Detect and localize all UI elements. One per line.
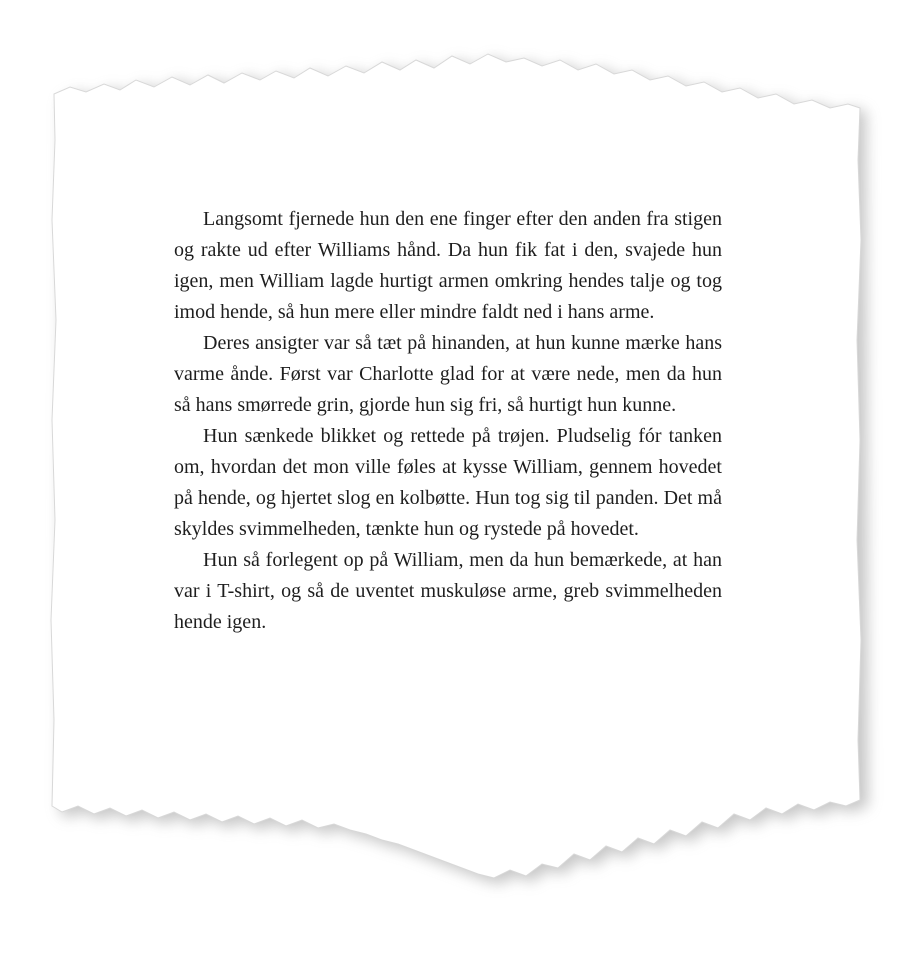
paragraph-1: Langsomt fjernede hun den ene finger efter den anden fra stigen og rakte ud efter Williams hånd. Da hun fik fat i den, svajede hun igen, men William lagde hurtigt armen omkring hendes talje og tog imod hende, så hun mere eller mindre faldt ned i hans arme. (174, 208, 722, 323)
paragraph-2: Deres ansigter var så tæt på hinanden, at hun kunne mærke hans varme ånde. Først var Charlotte glad for at være nede, men da hun så hans smørrede grin, gjorde hun sig fri, så hurtigt hun kunne. (174, 332, 722, 416)
book-text-excerpt (174, 204, 722, 638)
paragraph-4: Hun så forlegent op på William, men da hun bemærkede, at han var i T-shirt, og så de uventet muskuløse arme, greb svimmelheden hende igen. (174, 549, 722, 633)
paragraph-3: Hun sænkede blikket og rettede på trøjen. Pludselig fór tanken om, hvordan det mon ville føles at kysse William, gennem hovedet på hende, og hjertet slog en kolbøtte. Hun tog sig til panden. Det må skyldes svimmelheden, tænkte hun og rystede på hovedet. (174, 425, 722, 540)
